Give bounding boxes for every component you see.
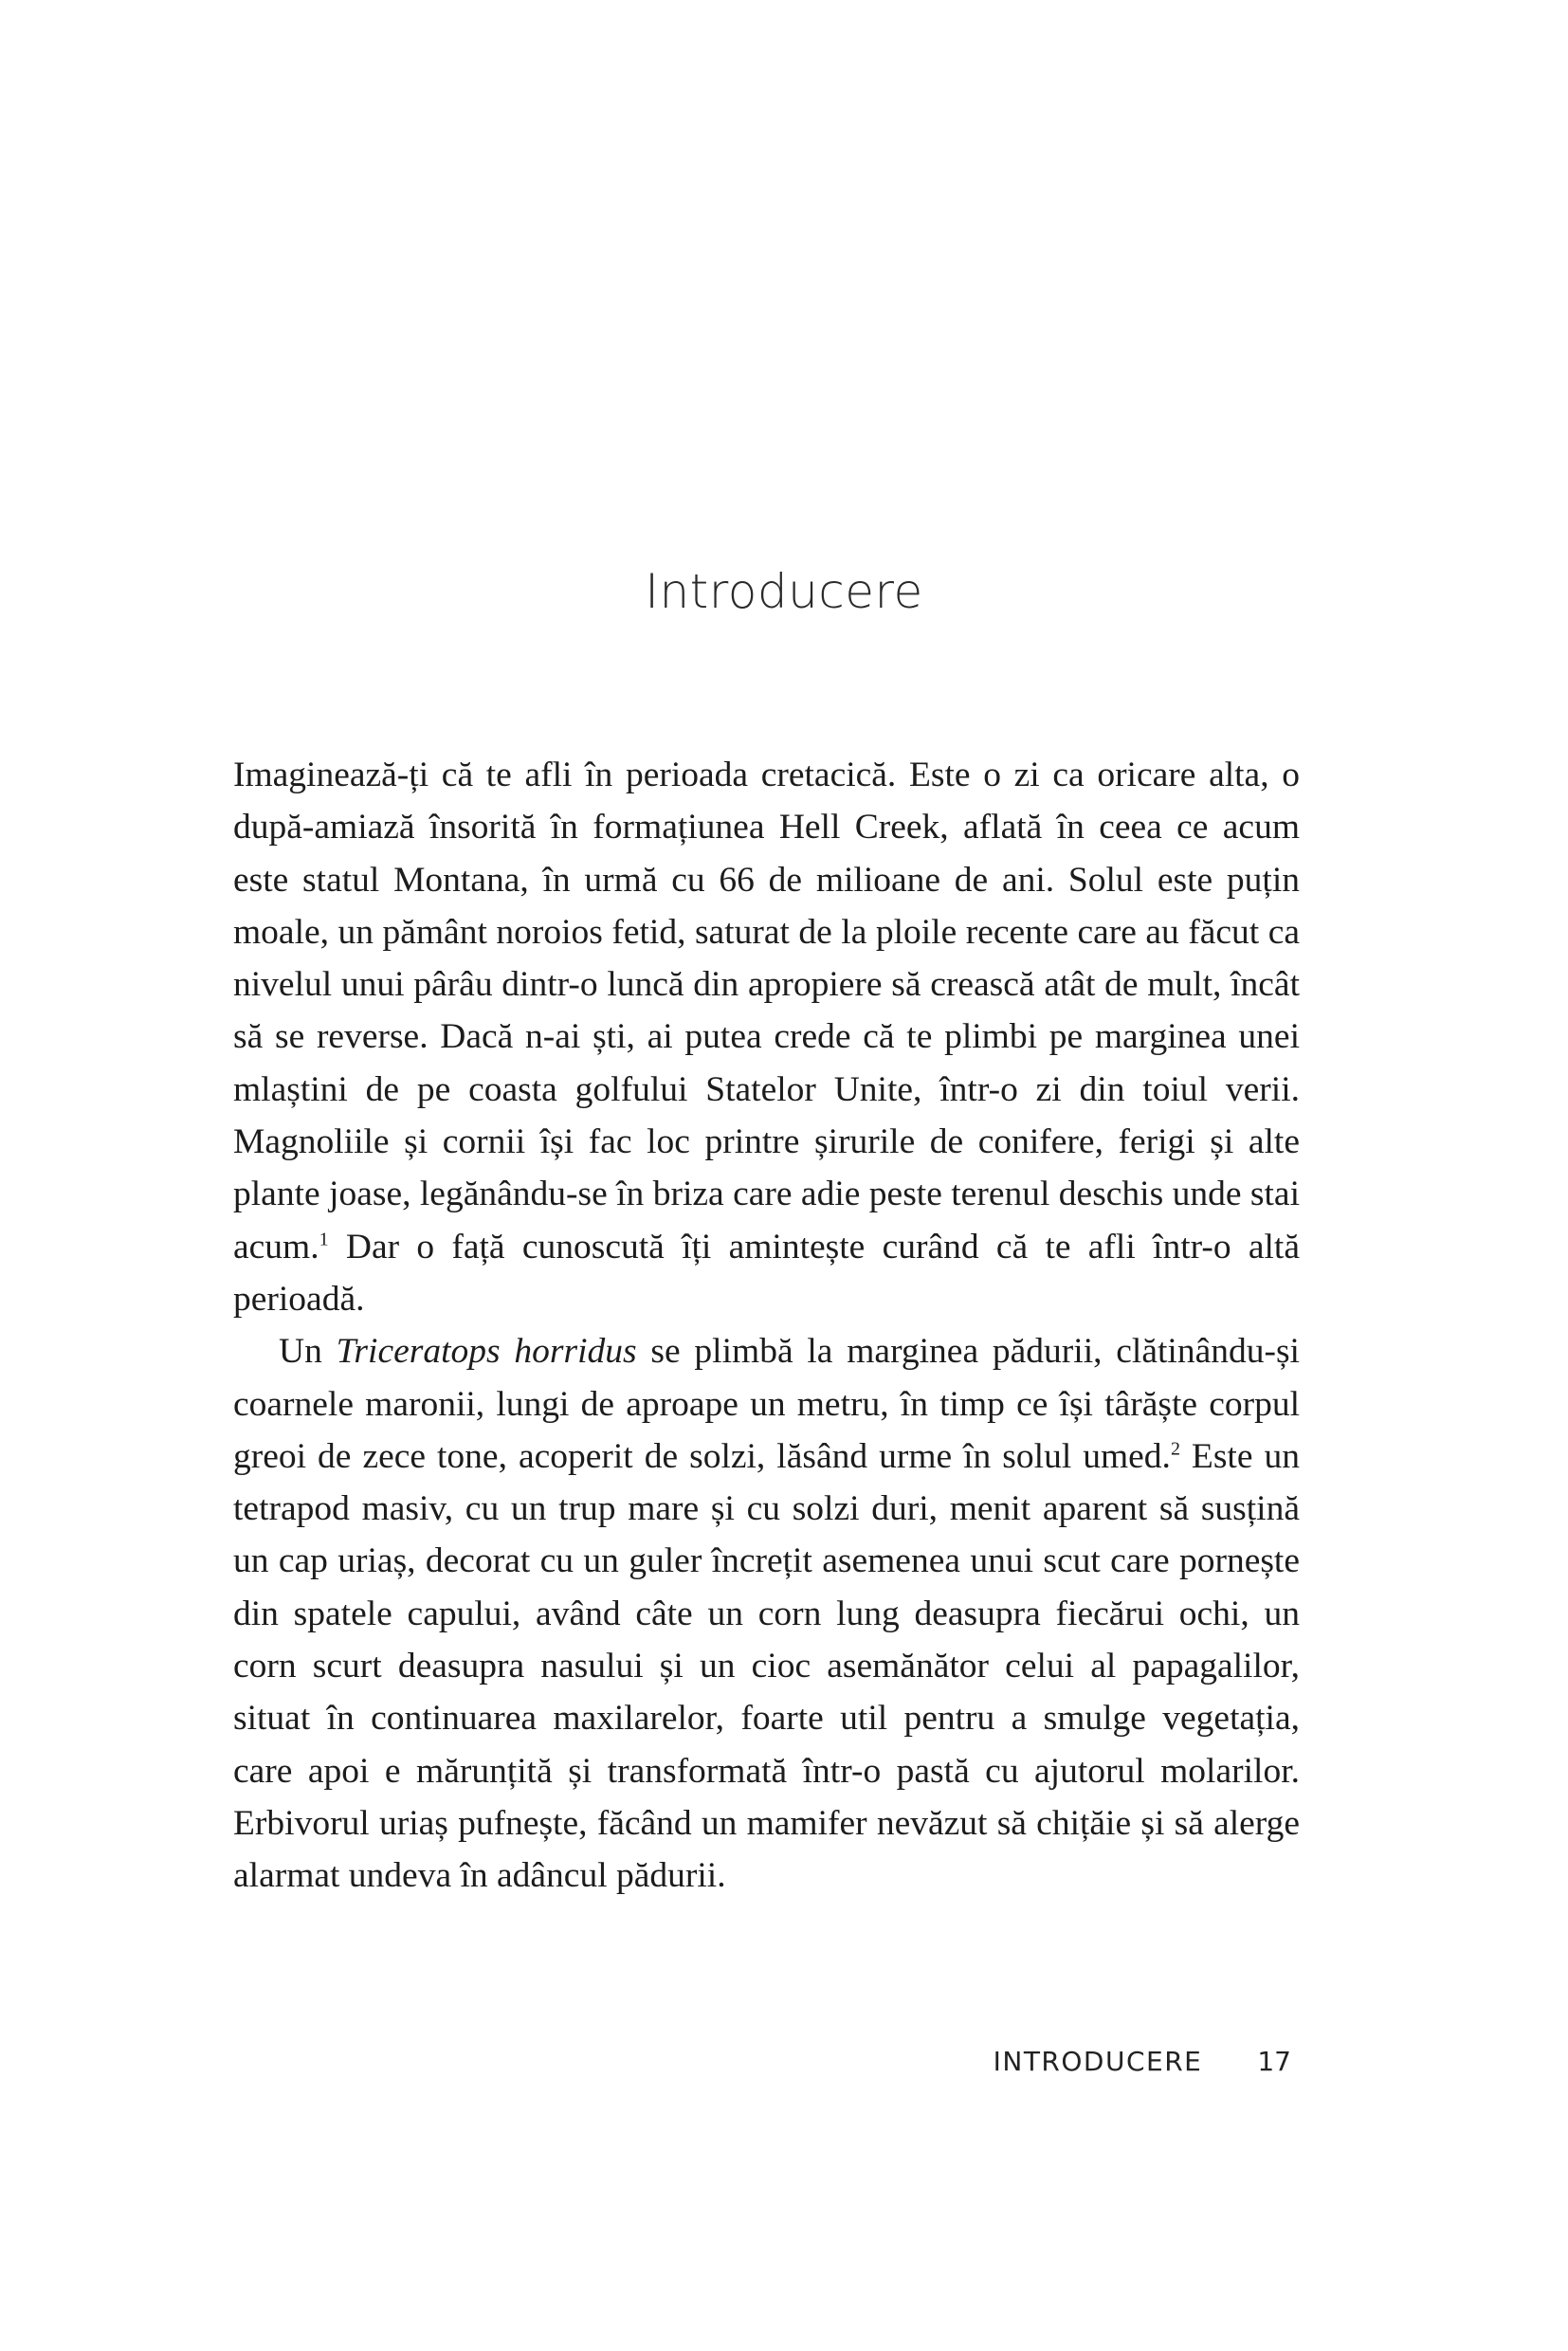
chapter-title: Introducere [645,564,923,619]
paragraph-1-text-a: Imaginează-ți că te afli în perioada cretacică. Este o zi ca oricare alta, o după-amiază însorită în formațiunea Hell Creek, aflată în ceea ce acum este statul Montana, în urmă cu 66 de milioane de ani. Solul este puțin moale, un pământ noroios fetid, saturat de la ploile recente care au făcut ca nivelul unui pârâu dintr-o luncă din apropiere să crească atât de mult, încât să se reverse. Dacă n-ai ști, ai putea crede că te plimbi pe marginea unei mlaștini de pe coasta golfului Statelor Unite, într-o zi din toiul verii. Magnoliile și cornii își fac loc printre șirurile de conifere, ferigi și alte plante joase, legănându-se în briza care adie peste terenul deschis unde stai acum. [233,756,1300,1267]
footnote-ref-1[interactable]: 1 [319,1229,329,1250]
page-number: 17 [1257,2046,1291,2077]
paragraph [233,1325,1300,1902]
paragraph-2-text-b: Este un tetrapod masiv, cu un trup mare și cu solzi duri, menit aparent să susțină un cap uriaș, decorat cu un guler încrețit asemenea unui scut care pornește din spatele capului, având câte un corn lung deasupra fiecărui ochi, un corn scurt deasupra nasului și un cioc asemănător celui al papagalilor, situat în continuarea maxilarelor, foarte util pentru a smulge vegetația, care apoi e mărunțită și transformată într-o pastă cu ajutorul molarilor. Erbivorul uriaș pufnește, făcând un mamifer nevăzut să chițăie și să alerge alarmat undeva în adâncul pădurii. [233,1436,1300,1896]
running-head: INTRODUCERE [993,2046,1203,2077]
footnote-ref-2[interactable]: 2 [1170,1438,1180,1460]
body-text [233,749,1300,1903]
species-name: Triceratops horridus [336,1332,637,1372]
paragraph-2-start: Un [279,1332,337,1372]
paragraph [233,749,1300,1325]
paragraph-2-text-a: se plimbă la marginea pădurii, clătinându-și coarnele maronii, lungi de aproape un metru, în timp ce își târăște corpul greoi de zece tone, acoperit de solzi, lăsând urme în solul umed. [233,1332,1300,1476]
page-footer [844,2046,1291,2077]
paragraph-1-text-b: Dar o față cunoscută îți amintește curând că te afli într-o altă perioadă. [233,1227,1300,1319]
